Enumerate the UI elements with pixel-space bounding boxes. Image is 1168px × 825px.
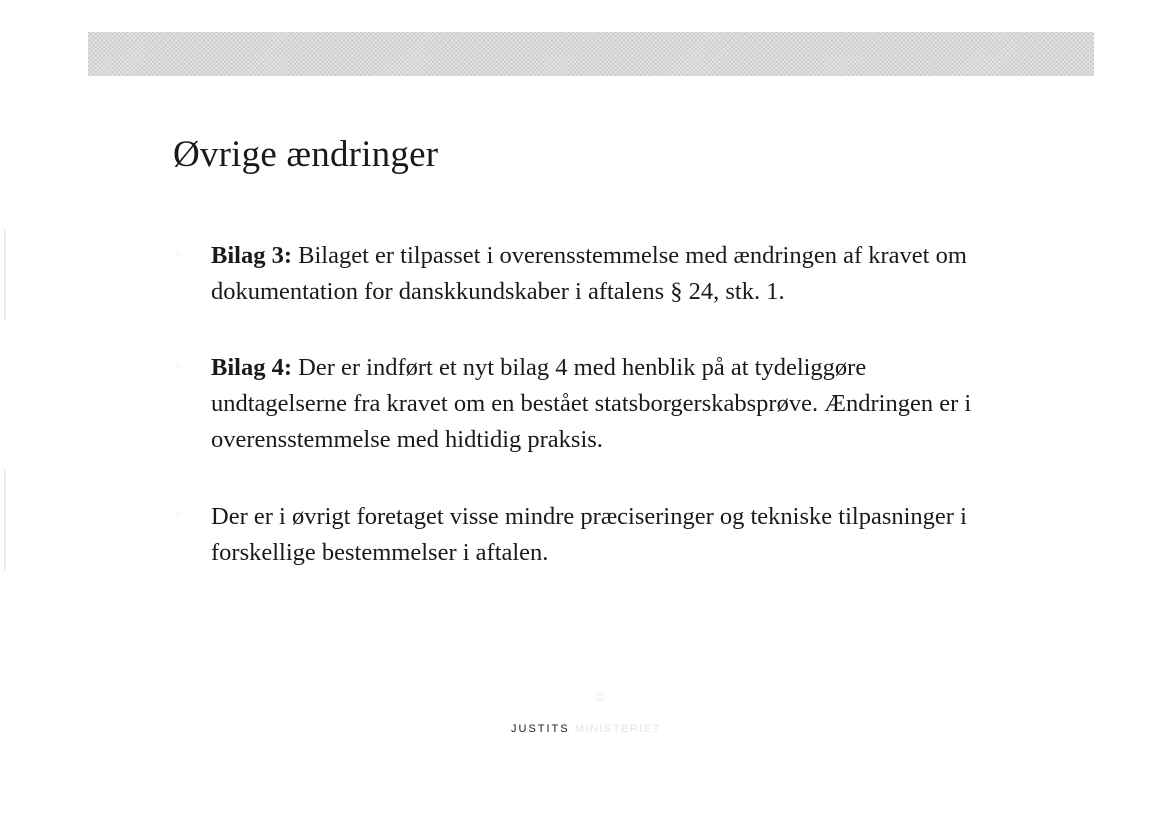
bullet-other-changes <box>177 499 1001 571</box>
bullet-label: Bilag 4: <box>211 354 292 381</box>
bullet-text: Der er indført et nyt bilag 4 med henblik på at tydeliggøre undtagelserne fra kravet om en bestået statsborgerskabsprøve. Ændringen er i overensstemmelse med hidtidig praksis. <box>211 354 972 453</box>
logo-faded-text: MINISTERIET <box>574 723 661 735</box>
bullet-bilag-3 <box>177 238 1001 310</box>
logo-main-text: JUSTITS <box>511 723 570 735</box>
bullet-marker-icon: ▫ <box>177 249 181 260</box>
bullet-text: Der er i øvrigt foretaget visse mindre præciseringer og tekniske tilpasninger i forskellige bestemmelser i aftalen. <box>211 503 967 566</box>
crest-icon: ♔ <box>593 691 607 706</box>
bullet-marker-icon: ▫ <box>177 361 181 372</box>
bullet-text: Bilaget er tilpasset i overensstemmelse med ændringen af kravet om dokumentation for danskkundskaber i aftalens § 24, stk. 1. <box>211 242 967 305</box>
footer-logo <box>511 723 661 735</box>
bullet-label: Bilag 3: <box>211 242 292 269</box>
bullet-bilag-4 <box>177 350 1001 458</box>
bullet-marker-icon: ▫ <box>177 510 181 521</box>
header-band <box>88 32 1094 76</box>
slide-title: Øvrige ændringer <box>173 134 439 175</box>
scan-edge-mark <box>4 230 6 320</box>
scan-edge-mark <box>4 470 6 570</box>
